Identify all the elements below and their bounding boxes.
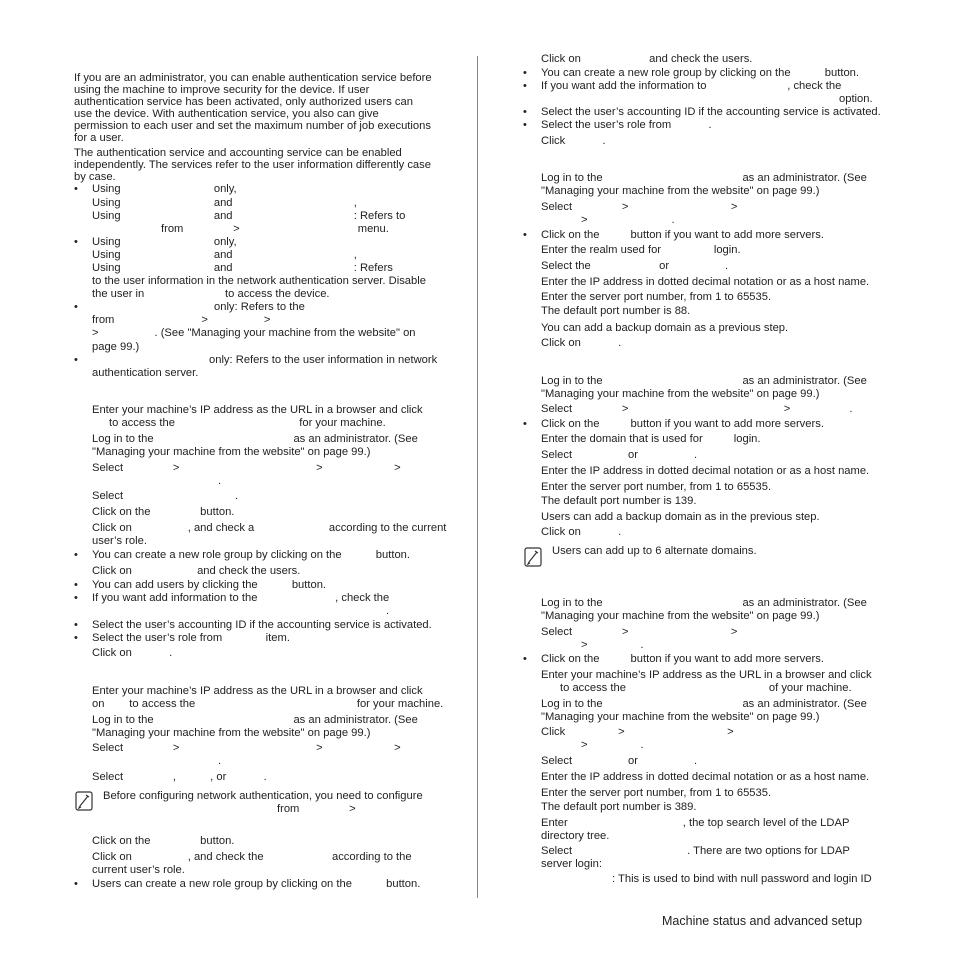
step-line: server login: (541, 858, 602, 870)
step-line: to access the for your machine. (109, 417, 386, 429)
list-item: > . (See "Managing your machine from the website" on (92, 327, 416, 339)
list-item: Users can create a new role group by clicking on the button. (92, 878, 421, 890)
step-line: Click on and check the users. (541, 53, 753, 65)
step-line: > . (581, 214, 675, 226)
step-line: Log in to the as an administrator. (See (541, 597, 867, 609)
note-text: Before configuring network authentication, you need to configure (103, 790, 423, 802)
step-line: Select > > . (541, 403, 853, 415)
step-line: Click on the button. (92, 506, 235, 518)
note-icon (524, 547, 542, 567)
list-item: Click on the button if you want to add more servers. (541, 653, 824, 665)
list-item: Using and , (92, 197, 357, 209)
bullet: • (74, 183, 78, 195)
step-line: . (218, 755, 222, 767)
step-line: Log in to the as an administrator. (See (541, 172, 867, 184)
list-item: Select the user’s role from . (541, 119, 712, 131)
list-item: You can add users by clicking the button. (92, 579, 327, 591)
step-line: "Managing your machine from the website" on page 99.) (92, 727, 371, 739)
step-line: The default port number is 88. (541, 305, 691, 317)
bullet: • (523, 418, 527, 430)
list-item: You can create a new role group by clicking on the button. (541, 67, 860, 79)
bullet: • (74, 878, 78, 890)
step-line: "Managing your machine from the website" on page 99.) (541, 610, 820, 622)
list-item: from > > (92, 314, 271, 326)
step-line: Users can add a backup domain as in the previous step. (541, 511, 820, 523)
step-line: Enter your machine’s IP address as the URL in a browser and click (541, 669, 872, 681)
step-line: Log in to the as an administrator. (See (541, 375, 867, 387)
step-line: Enter your machine’s IP address as the URL in a browser and click (92, 685, 423, 697)
step-line: Click on , and check the according to the (92, 851, 412, 863)
bullet: • (74, 301, 78, 313)
list-item: option. (839, 93, 873, 105)
bullet: • (74, 592, 78, 604)
step-line: You can add a backup domain as a previous step. (541, 322, 789, 334)
step-line: "Managing your machine from the website" on page 99.) (541, 711, 820, 723)
step-line: directory tree. (541, 830, 610, 842)
list-item: page 99.) (92, 341, 140, 353)
step-line: Enter the IP address in dotted decimal notation or as a host name. (541, 465, 870, 477)
step-line: Select > > (541, 626, 738, 638)
list-item: to the user information in the network authentication server. Disable (92, 275, 426, 287)
step-line: Click on the button. (92, 835, 235, 847)
step-line: Log in to the as an administrator. (See (92, 714, 418, 726)
step-line: Click on . (541, 526, 622, 538)
paragraph-line: independently. The services refer to the user information differently case (74, 159, 431, 171)
step-line: Select > > (541, 201, 738, 213)
bullet: • (523, 67, 527, 79)
list-item: Select the user’s accounting ID if the accounting service is activated. (92, 619, 432, 631)
step-line: Click on and check the users. (92, 565, 301, 577)
step-line: Enter the server port number, from 1 to 65535. (541, 787, 772, 799)
list-item: from > menu. (161, 223, 389, 235)
list-item: Using only, (92, 236, 237, 248)
list-item: Using and : Refers to (92, 210, 406, 222)
list-item: . (386, 605, 390, 617)
paragraph-line: permission to each user and set the maximum number of job executions (74, 120, 431, 132)
list-item: Click on the button if you want to add more servers. (541, 418, 824, 430)
bullet: • (74, 619, 78, 631)
list-item: Using and , (92, 249, 357, 261)
step-line: Click . (541, 135, 606, 147)
step-line: user’s role. (92, 535, 147, 547)
note-text: from > (277, 803, 356, 815)
list-item: only: Refers to the user information in network (209, 354, 438, 366)
step-line: Click on . (92, 647, 173, 659)
step-line: Select > > > (92, 462, 401, 474)
step-line: "Managing your machine from the website" on page 99.) (541, 185, 820, 197)
bullet: • (523, 653, 527, 665)
list-item: You can create a new role group by clicking on the button. (92, 549, 411, 561)
list-item: If you want add information to the , check the (92, 592, 390, 604)
step-line: Click on , and check a according to the current (92, 522, 447, 534)
bullet: • (74, 354, 78, 366)
step-line: Select or . (541, 449, 698, 461)
paragraph-line: The authentication service and accounting service can be enabled (74, 147, 402, 159)
bullet: • (523, 80, 527, 92)
step-line: . (218, 475, 222, 487)
step-line: to access the of your machine. (560, 682, 852, 694)
column-divider (477, 56, 478, 898)
step-line: : This is used to bind with null password and login ID (612, 873, 872, 885)
step-line: Log in to the as an administrator. (See (541, 698, 867, 710)
paragraph-line: using the machine to improve security for the device. If user (74, 84, 370, 96)
step-line: Select > > > (92, 742, 401, 754)
list-item: Using only, (92, 183, 237, 195)
list-item: the user in to access the device. (92, 288, 330, 300)
list-item: Select the user’s accounting ID if the accounting service is activated. (541, 106, 881, 118)
step-line: Enter your machine’s IP address as the URL in a browser and click (92, 404, 423, 416)
bullet: • (523, 106, 527, 118)
step-line: The default port number is 139. (541, 495, 697, 507)
step-line: Enter the IP address in dotted decimal notation or as a host name. (541, 276, 870, 288)
step-line: Log in to the as an administrator. (See (92, 433, 418, 445)
step-line: Enter the realm used for login. (541, 244, 741, 256)
bullet: • (523, 229, 527, 241)
list-item: only: Refers to the (214, 301, 305, 313)
footer-section-title: Machine status and advanced setup (662, 914, 863, 928)
step-line: Enter the IP address in dotted decimal notation or as a host name. (541, 771, 870, 783)
bullet: • (74, 236, 78, 248)
step-line: Enter the server port number, from 1 to 65535. (541, 291, 772, 303)
step-line: > . (581, 639, 644, 651)
paragraph-line: by case. (74, 171, 116, 183)
step-line: on to access the for your machine. (92, 698, 444, 710)
step-line: Select or . (541, 755, 698, 767)
step-line: Select . (92, 490, 239, 502)
step-line: Enter , the top search level of the LDAP (541, 817, 850, 829)
bullet: • (74, 579, 78, 591)
step-line: Click > > (541, 726, 734, 738)
list-item: authentication server. (92, 367, 199, 379)
note-icon (75, 791, 93, 811)
note-text: Users can add up to 6 alternate domains. (552, 545, 757, 557)
step-line: current user’s role. (92, 864, 185, 876)
paragraph-line: for a user. (74, 132, 124, 144)
step-line: Enter the domain that is used for login. (541, 433, 761, 445)
bullet: • (523, 119, 527, 131)
step-line: > . (581, 739, 644, 751)
step-line: Select the or . (541, 260, 729, 272)
step-line: Enter the server port number, from 1 to 65535. (541, 481, 772, 493)
bullet: • (74, 549, 78, 561)
list-item: Select the user’s role from item. (92, 632, 290, 644)
list-item: Using and : Refers (92, 262, 393, 274)
step-line: "Managing your machine from the website" on page 99.) (541, 388, 820, 400)
list-item: Click on the button if you want to add more servers. (541, 229, 824, 241)
step-line: The default port number is 389. (541, 801, 697, 813)
step-line: Select , , or . (92, 771, 267, 783)
step-line: "Managing your machine from the website" on page 99.) (92, 446, 371, 458)
step-line: Click on . (541, 337, 622, 349)
paragraph-line: use the device. With authentication service, you also can give (74, 108, 379, 120)
bullet: • (74, 632, 78, 644)
list-item: If you want add the information to , check the (541, 80, 842, 92)
paragraph-line: If you are an administrator, you can enable authentication service before (74, 72, 432, 84)
step-line: Select . There are two options for LDAP (541, 845, 850, 857)
paragraph-line: authentication service has been activated, only authorized users can (74, 96, 413, 108)
